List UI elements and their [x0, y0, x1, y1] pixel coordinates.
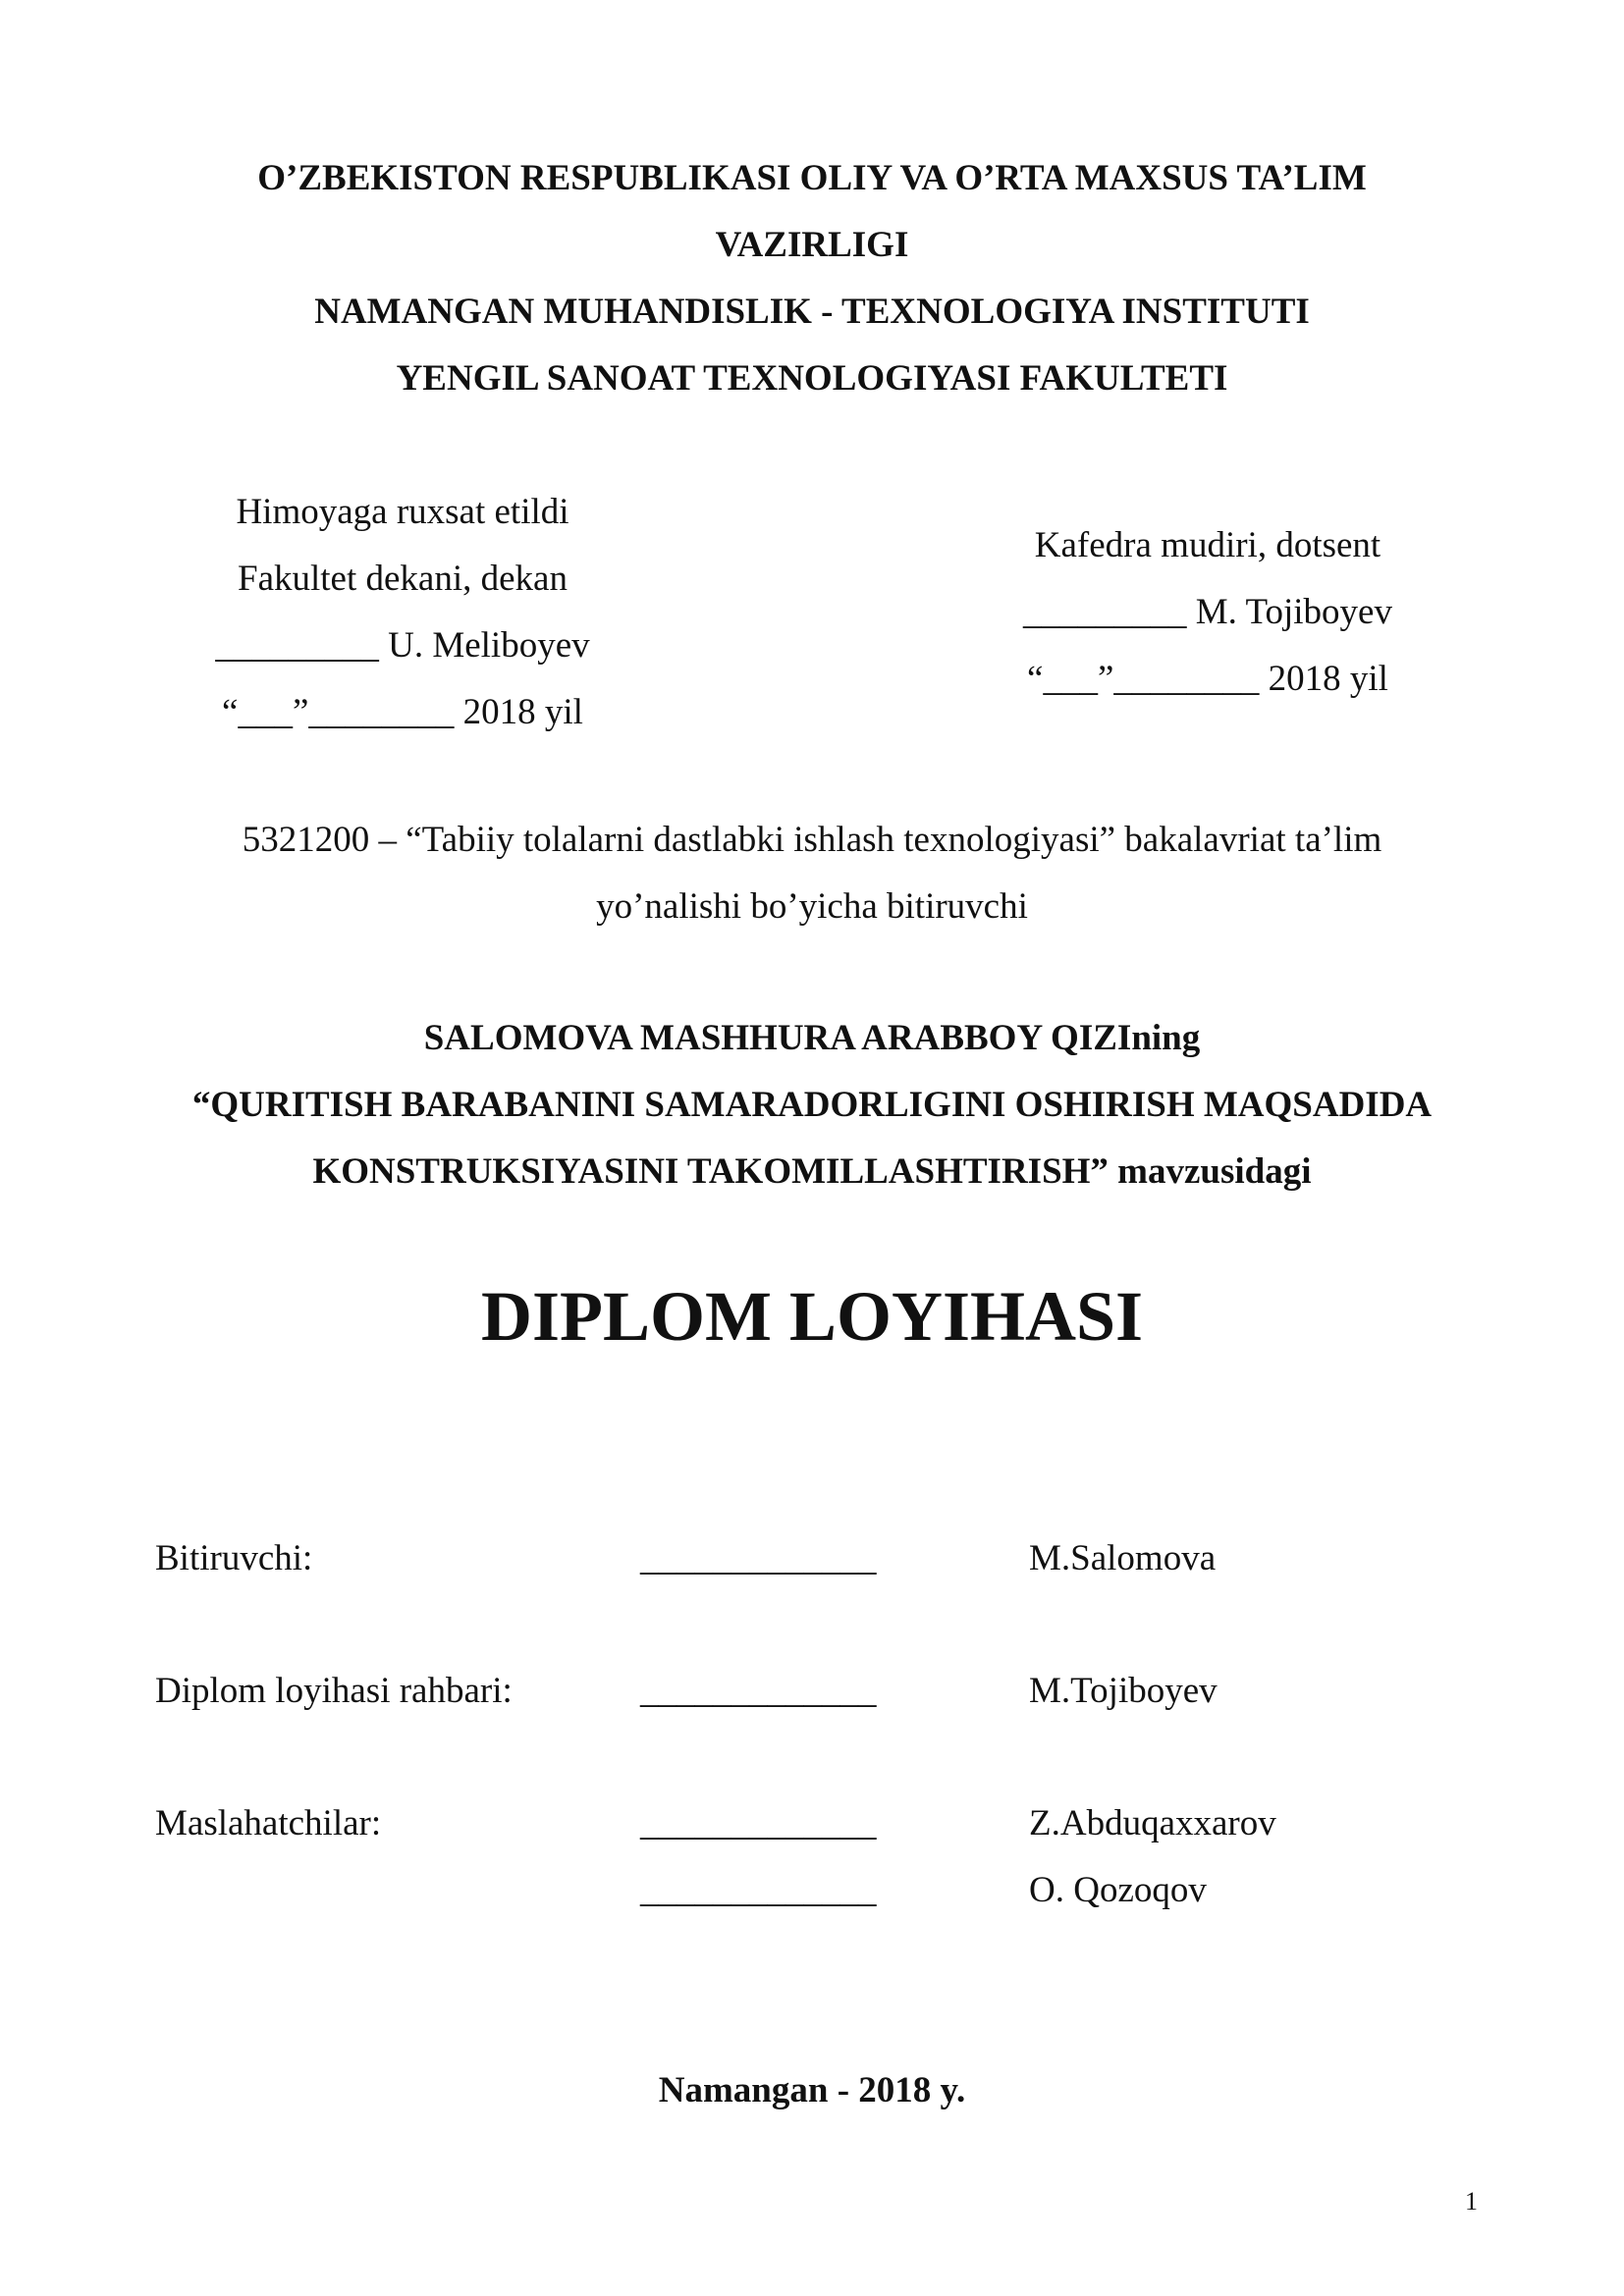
- approval-left-line1: Himoyaga ruxsat etildi: [236, 492, 569, 532]
- specialty-line1: 5321200 – “Tabiiy tolalarni dastlabki ishlash texnologiyasi” bakalavriat ta’lim: [242, 820, 1382, 860]
- signature-label: Maslahatchilar:: [155, 1803, 382, 1843]
- signature-line: _____________: [640, 1803, 877, 1843]
- approval-left-line3: _________ U. Meliboyev: [215, 625, 590, 666]
- signature-name: M.Tojiboyev: [1029, 1671, 1218, 1711]
- approval-left: [128, 479, 677, 746]
- approval-right-line2: _________ M. Tojiboyev: [1023, 592, 1392, 632]
- header-institute: NAMANGAN MUHANDISLIK - TEXNOLOGIYA INSTITUTI: [314, 292, 1310, 332]
- signature-name: O. Qozoqov: [1029, 1870, 1207, 1910]
- topic-line1: “QURITISH BARABANINI SAMARADORLIGINI OSHIRISH MAQSADIDA: [191, 1085, 1433, 1125]
- specialty-line2: yo’nalishi bo’yicha bitiruvchi: [596, 886, 1028, 927]
- footer-place-year: Namangan - 2018 y.: [658, 2070, 966, 2110]
- header-ministry-line2: VAZIRLIGI: [715, 225, 909, 265]
- topic-line2: KONSTRUKSIYASINI TAKOMILLASHTIRISH” mavzusidagi: [312, 1151, 1312, 1192]
- student-name: SALOMOVA MASHHURA ARABBOY QIZIning: [423, 1018, 1201, 1058]
- header-ministry-line1: O’ZBEKISTON RESPUBLIKASI OLIY VA O’RTA MAXSUS TA’LIM: [257, 158, 1367, 198]
- signature-line: _____________: [640, 1538, 877, 1578]
- approval-left-line4: “___”________ 2018 yil: [222, 692, 583, 732]
- signature-line: _____________: [640, 1671, 877, 1711]
- header-faculty: YENGIL SANOAT TEXNOLOGIYASI FAKULTETI: [396, 358, 1228, 399]
- signature-line: _____________: [640, 1870, 877, 1910]
- signature-label: Diplom loyihasi rahbari:: [155, 1671, 513, 1711]
- approval-left-line2: Fakultet dekani, dekan: [238, 559, 568, 599]
- signature-name: M.Salomova: [1029, 1538, 1217, 1578]
- signature-label: Bitiruvchi:: [155, 1538, 313, 1578]
- approval-right-line1: Kafedra mudiri, dotsent: [1034, 525, 1381, 565]
- signature-name: Z.Abduqaxxarov: [1029, 1803, 1276, 1843]
- document-title: DIPLOM LOYIHASI: [480, 1277, 1144, 1356]
- page-number: 1: [1465, 2187, 1478, 2216]
- approval-right-line3: “___”________ 2018 yil: [1027, 659, 1388, 699]
- approval-right: [913, 512, 1502, 713]
